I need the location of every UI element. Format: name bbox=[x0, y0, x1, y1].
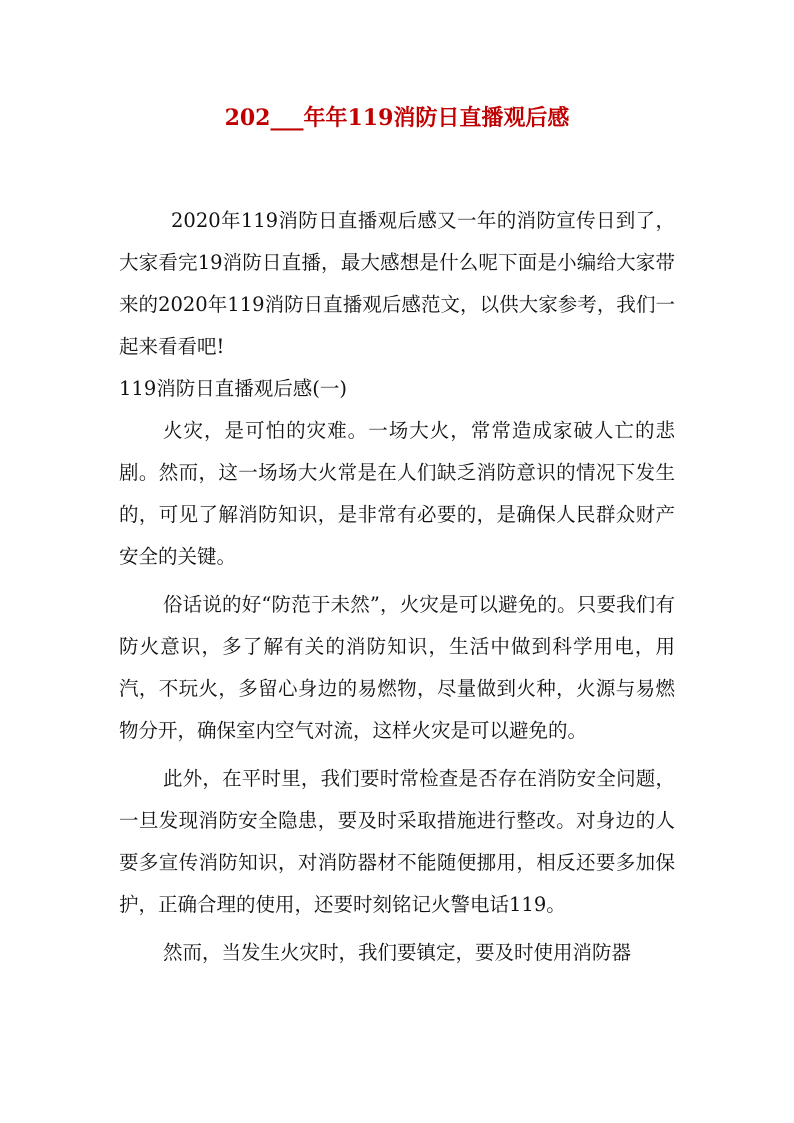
body-paragraph-4: 然而，当发生火灾时，我们要镇定，要及时使用消防器 bbox=[163, 941, 632, 964]
body-paragraph-1: 火灾，是可怕的灾难。一场大火，常常造成家破人亡的悲剧。然而，这一场场大火常是在人们缺乏消防意识的情况下发生的，可见了解消防知识，是非常有必要的，是确保人民群众财产安全的关键。 bbox=[119, 419, 675, 568]
body-paragraph-3: 此外，在平时里，我们要时常检查是否存在消防安全问题，一旦发现消防安全隐患，要及时采取措施进行整改。对身边的人要多宣传消防知识，对消防器材不能随便挪用，相反还要多加保护，正确合理的使用，还要时刻铭记火警电话119。 bbox=[119, 767, 675, 916]
document-body bbox=[119, 200, 675, 974]
body-paragraph-2: 俗话说的好“防范于未然”，火灾是可以避免的。只要我们有防火意识，多了解有关的消防知识，生活中做到科学用电，用汽，不玩火，多留心身边的易燃物，尽量做到火种，火源与易燃物分开，确保室内空气对流，这样火灾是可以避免的。 bbox=[119, 593, 675, 742]
intro-paragraph: 2020年119消防日直播观后感又一年的消防宣传日到了，大家看完19消防日直播，最大感想是什么呢下面是小编给大家带来的2020年119消防日直播观后感范文，以供大家参考，我们一起来看看吧! bbox=[119, 209, 675, 358]
section-heading: 119消防日直播观后感(一) bbox=[119, 377, 347, 400]
page-title: 202___年年119消防日直播观后感 bbox=[224, 105, 570, 131]
